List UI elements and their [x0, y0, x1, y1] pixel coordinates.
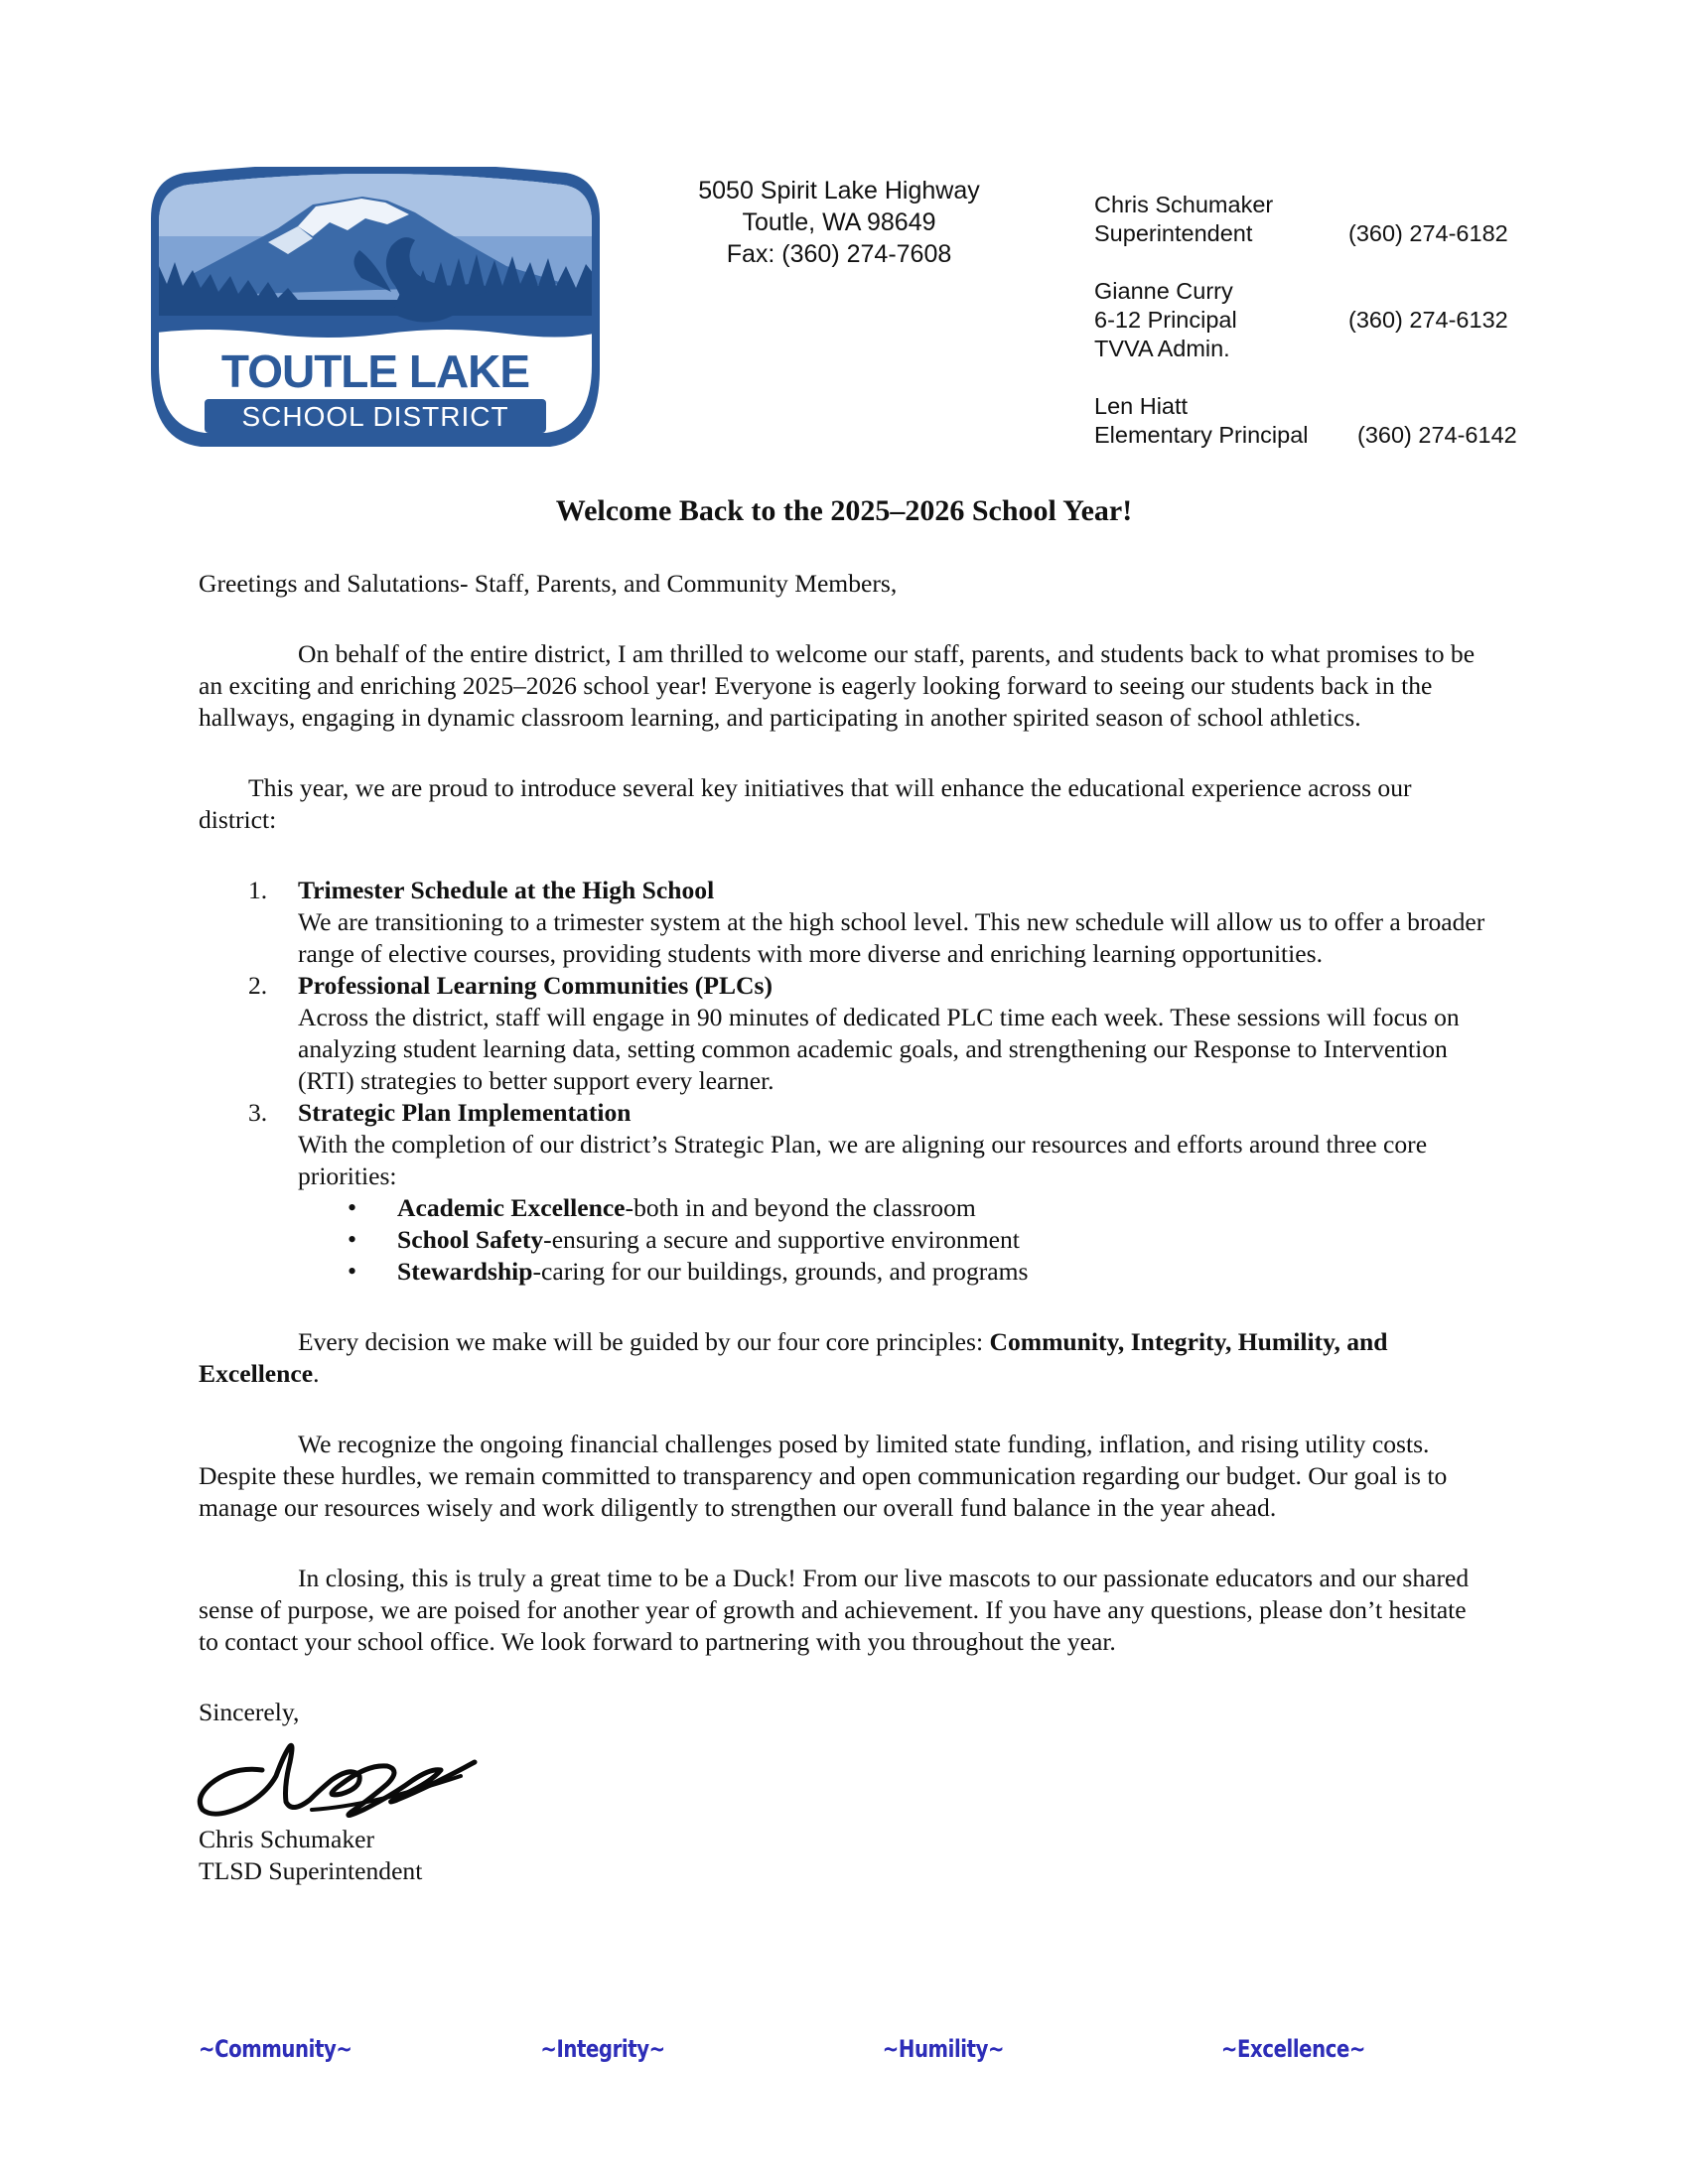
value-integrity: ~Integrity~	[540, 2035, 665, 2063]
list-item	[199, 970, 1489, 1097]
contact-name: Len Hiatt	[1094, 393, 1189, 419]
contact-superintendent	[1094, 191, 1551, 248]
list-item	[199, 875, 1489, 970]
svg-text:SCHOOL DISTRICT: SCHOOL DISTRICT	[241, 401, 509, 432]
signature	[193, 1736, 481, 1824]
signer-title: TLSD Superintendent	[199, 1856, 423, 1885]
principles-bold: Community, Integrity, Humility, and Excellence	[199, 1327, 1388, 1388]
address-street: 5050 Spirit Lake Highway	[698, 177, 980, 205]
contact-6-12-principal	[1094, 277, 1551, 363]
intro-paragraph: On behalf of the entire district, I am thrilled to welcome our staff, parents, and students back to what promises to be an exciting and enriching 2025–2026 school year! Everyone is eagerly looking forward to seeing our students back in the hallways, engaging in dynamic classroom learning, and participating in another spirited season of school athletics.	[199, 639, 1476, 732]
contact-phone: (360) 274-6142	[1357, 422, 1517, 448]
contact-name: Gianne Curry	[1094, 278, 1233, 304]
list-item	[298, 1224, 1489, 1256]
contact-role: 6-12 Principal	[1094, 307, 1237, 333]
priority-desc: -caring for our buildings, grounds, and programs	[532, 1257, 1029, 1286]
svg-text:TOUTLE LAKE: TOUTLE LAKE	[220, 345, 530, 397]
priority-desc: -both in and beyond the classroom	[625, 1193, 976, 1222]
salutation: Sincerely,	[199, 1698, 300, 1726]
item-text: With the completion of our district’s Strategic Plan, we are aligning our resources and efforts around three core priorities:	[298, 1130, 1428, 1190]
list-item	[298, 1192, 1489, 1224]
item-number: 1.	[248, 876, 268, 904]
item-heading: Professional Learning Communities (PLCs)	[298, 971, 773, 1000]
item-text: We are transitioning to a trimester system at the high school level. This new schedule will allow us to offer a broader range of elective courses, providing students with more diverse and enriching learning opportunities.	[298, 907, 1485, 968]
address-city: Toutle, WA 98649	[742, 208, 936, 236]
list-item	[199, 1097, 1489, 1288]
initiatives-intro: This year, we are proud to introduce several key initiatives that will enhance the educational experience across our district:	[199, 773, 1412, 834]
address-fax: Fax: (360) 274-7608	[726, 240, 952, 268]
value-community: ~Community~	[199, 2035, 352, 2063]
value-excellence: ~Excellence~	[1220, 2035, 1365, 2063]
contact-phone: (360) 274-6182	[1348, 220, 1508, 246]
contact-elementary-principal	[1094, 392, 1551, 450]
letter-body	[199, 568, 1489, 1887]
priorities-list	[298, 1192, 1489, 1288]
priority-term: Academic Excellence	[397, 1193, 626, 1222]
closing-paragraph: In closing, this is truly a great time to be a Duck! From our live mascots to our passionate educators and our shared sense of purpose, we are poised for another year of growth and achievement. If you have any questions, please don’t hesitate to contact your school office. We look forward to partnering with you throughout the year.	[199, 1564, 1470, 1656]
contact-role: Superintendent	[1094, 220, 1253, 246]
priority-desc: -ensuring a secure and supportive environment	[543, 1225, 1020, 1254]
contact-role: Elementary Principal	[1094, 422, 1309, 448]
item-text: Across the district, staff will engage in 90 minutes of dedicated PLC time each week. These sessions will focus on analyzing student learning data, setting common academic goals, and strengthening our Response to Intervention (RTI) strategies to better support every learner.	[298, 1003, 1460, 1095]
contact-name: Chris Schumaker	[1094, 192, 1274, 217]
priority-term: School Safety	[397, 1225, 544, 1254]
district-address	[645, 175, 1033, 270]
item-heading: Trimester Schedule at the High School	[298, 876, 715, 904]
principles-end: .	[313, 1359, 320, 1388]
letter-title: Welcome Back to the 2025–2026 School Year!	[555, 494, 1133, 527]
value-humility: ~Humility~	[882, 2035, 1005, 2063]
district-logo	[149, 167, 602, 451]
item-number: 2.	[248, 971, 268, 1000]
principles-paragraph	[199, 1326, 1489, 1390]
principles-lead: Every decision we make will be guided by our four core principles:	[298, 1327, 990, 1356]
greeting: Greetings and Salutations- Staff, Parents, and Community Members,	[199, 569, 898, 598]
item-heading: Strategic Plan Implementation	[298, 1098, 632, 1127]
priority-term: Stewardship	[397, 1257, 533, 1286]
core-values-footer	[199, 2035, 1365, 2075]
contact-extra-role: TVVA Admin.	[1094, 336, 1230, 361]
signer-name: Chris Schumaker	[199, 1825, 374, 1853]
initiatives-list	[199, 875, 1489, 1288]
staff-contacts	[1094, 191, 1551, 478]
contact-phone: (360) 274-6132	[1348, 307, 1508, 333]
list-item	[298, 1256, 1489, 1288]
item-number: 3.	[248, 1098, 268, 1127]
finance-paragraph: We recognize the ongoing financial challenges posed by limited state funding, inflation, and rising utility costs. Despite these hurdles, we remain committed to transparency and open communication regarding our budget. Our goal is to manage our resources wisely and work diligently to strengthen our overall fund balance in the year ahead.	[199, 1430, 1448, 1522]
